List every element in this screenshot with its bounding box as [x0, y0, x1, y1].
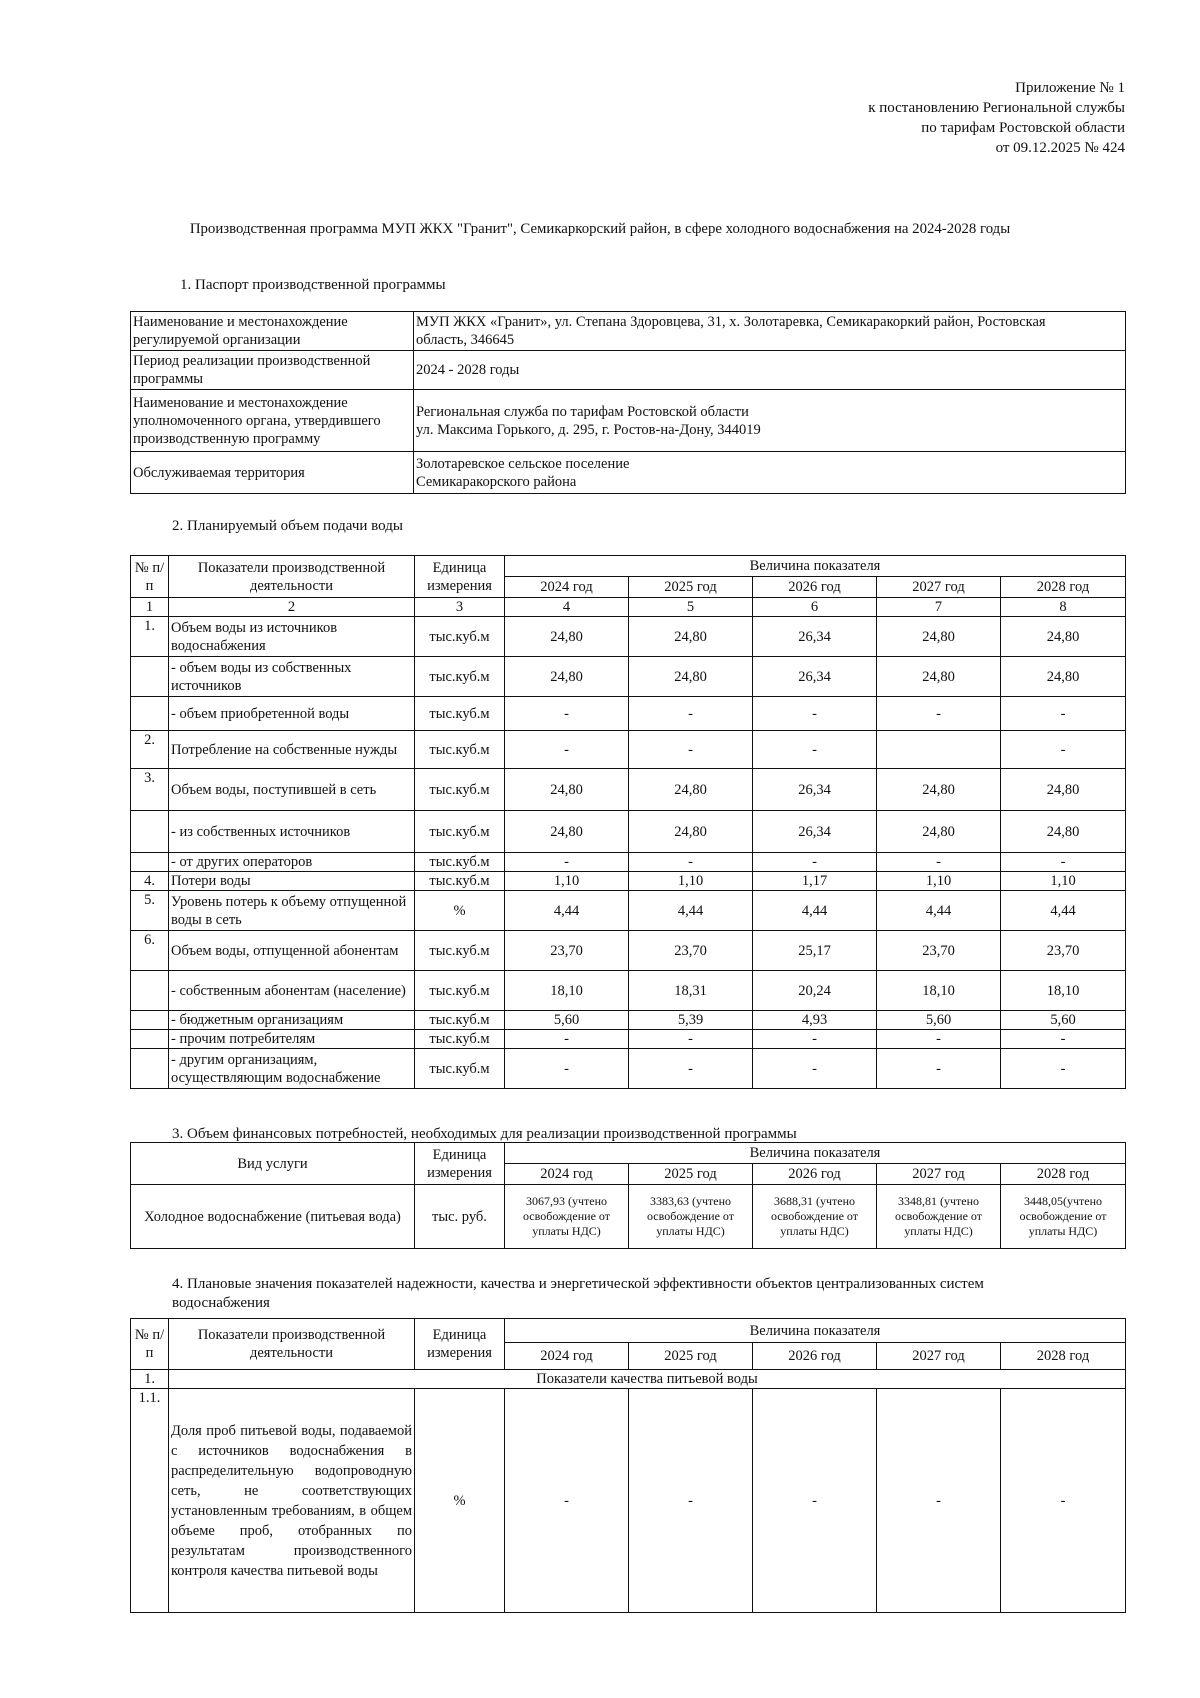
row-num	[131, 853, 169, 872]
table-row	[131, 1389, 1126, 1613]
year-2026: 2026 год	[753, 1164, 877, 1185]
row-value: -	[753, 731, 877, 769]
finance-value: 3348,81 (учтено освобождение от уплаты НДС)	[877, 1185, 1001, 1249]
row-value: -	[505, 1030, 629, 1049]
row-value: 25,17	[753, 931, 877, 971]
row-value: 4,44	[753, 891, 877, 931]
col-number: 5	[629, 598, 753, 617]
row-value: -	[753, 1389, 877, 1613]
row-indicator: Доля проб питьевой воды, подаваемой с источников водоснабжения в распределительную водопроводную сеть, не соответствующих установленным требованиям, в общем объеме проб, отобранных по результатам производственного контроля качества питьевой воды	[169, 1389, 415, 1613]
row-indicator: Потребление на собственные нужды	[169, 731, 415, 769]
row-value: 24,80	[505, 657, 629, 697]
col-number: 4	[505, 598, 629, 617]
row-value: 24,80	[505, 811, 629, 853]
table-header-row	[131, 1319, 1126, 1343]
row-num	[131, 1030, 169, 1049]
row-num: 3.	[131, 769, 169, 811]
table-row	[131, 452, 1126, 494]
row-value: 24,80	[877, 617, 1001, 657]
col-unit: Единица измерения	[415, 556, 505, 598]
row-unit: тыс.куб.м	[415, 731, 505, 769]
row-value: 26,34	[753, 657, 877, 697]
year-2025: 2025 год	[629, 1164, 753, 1185]
row-value: 5,60	[877, 1011, 1001, 1030]
table-row	[131, 1370, 1126, 1389]
row-value: 24,80	[629, 657, 753, 697]
row-unit: %	[415, 891, 505, 931]
row-unit: тыс.куб.м	[415, 811, 505, 853]
row-num	[131, 971, 169, 1011]
finance-value: 3067,93 (учтено освобождение от уплаты НДС)	[505, 1185, 629, 1249]
row-unit: тыс.куб.м	[415, 769, 505, 811]
row-value: -	[629, 731, 753, 769]
row-unit: тыс.куб.м	[415, 971, 505, 1011]
row-value: -	[505, 697, 629, 731]
table-row	[131, 312, 1126, 351]
table-row	[131, 617, 1126, 657]
row-value: -	[629, 1030, 753, 1049]
table-row	[131, 853, 1126, 872]
row-value: 26,34	[753, 769, 877, 811]
section4-heading: 4. Плановые значения показателей надежности, качества и энергетической эффективности объектов централизованных систем водоснабжения	[172, 1276, 984, 1311]
row-value: -	[753, 1030, 877, 1049]
passport-label: Период реализации производственной программы	[131, 351, 414, 390]
row-value: 1,10	[629, 872, 753, 891]
row-num	[131, 1011, 169, 1030]
row-value: -	[877, 1049, 1001, 1089]
row-value: 23,70	[877, 931, 1001, 971]
passport-value: Региональная служба по тарифам Ростовской области ул. Максима Горького, д. 295, г. Ростов-на-Дону, 344019	[414, 390, 1126, 452]
row-indicator: Объем воды, отпущенной абонентам	[169, 931, 415, 971]
row-value: 4,44	[505, 891, 629, 931]
row-value: -	[877, 1030, 1001, 1049]
row-unit: %	[415, 1389, 505, 1613]
row-value: 4,44	[629, 891, 753, 931]
table-row	[131, 971, 1126, 1011]
table-row	[131, 390, 1126, 452]
row-value: -	[629, 1389, 753, 1613]
service-unit: тыс. руб.	[415, 1185, 505, 1249]
row-value: -	[1001, 853, 1126, 872]
row-value: 5,60	[505, 1011, 629, 1030]
col-num: № п/п	[131, 1319, 169, 1370]
row-unit: тыс.куб.м	[415, 657, 505, 697]
row-unit: тыс.куб.м	[415, 1011, 505, 1030]
year-2028: 2028 год	[1001, 1343, 1126, 1370]
row-unit: тыс.куб.м	[415, 872, 505, 891]
row-unit: тыс.куб.м	[415, 1030, 505, 1049]
row-value: 4,93	[753, 1011, 877, 1030]
row-indicator: - от других операторов	[169, 853, 415, 872]
row-num	[131, 811, 169, 853]
year-2025: 2025 год	[629, 577, 753, 598]
row-num: 1.1.	[131, 1389, 169, 1613]
year-2026: 2026 год	[753, 1343, 877, 1370]
col-value: Величина показателя	[505, 1143, 1126, 1164]
row-indicator: - объем приобретенной воды	[169, 697, 415, 731]
row-value: 24,80	[1001, 769, 1126, 811]
year-2028: 2028 год	[1001, 577, 1126, 598]
row-value: -	[1001, 731, 1126, 769]
table-row	[131, 769, 1126, 811]
row-value: 24,80	[505, 617, 629, 657]
section2-heading: 2. Планируемый объем подачи воды	[172, 518, 403, 534]
row-value: 1,10	[1001, 872, 1126, 891]
row-value: 24,80	[877, 811, 1001, 853]
passport-label: Обслуживаемая территория	[131, 452, 414, 494]
col-number: 6	[753, 598, 877, 617]
row-value: 23,70	[629, 931, 753, 971]
row-indicator: - прочим потребителям	[169, 1030, 415, 1049]
service-name: Холодное водоснабжение (питьевая вода)	[131, 1185, 415, 1249]
quality-table	[130, 1318, 1126, 1613]
row-value: 24,80	[505, 769, 629, 811]
row-value: 20,24	[753, 971, 877, 1011]
header-line-2: к постановлению Региональной службы	[868, 100, 1125, 116]
document-header	[600, 78, 1125, 158]
row-value: 4,44	[877, 891, 1001, 931]
row-value: 5,39	[629, 1011, 753, 1030]
table-row	[131, 1185, 1126, 1249]
row-value: 24,80	[629, 811, 753, 853]
column-number-row	[131, 598, 1126, 617]
row-indicator: - объем воды из собственных источников	[169, 657, 415, 697]
finance-value: 3688,31 (учтено освобождение от уплаты НДС)	[753, 1185, 877, 1249]
year-2024: 2024 год	[505, 577, 629, 598]
row-indicator: Объем воды из источников водоснабжения	[169, 617, 415, 657]
row-value: -	[1001, 1049, 1126, 1089]
row-value: 1,17	[753, 872, 877, 891]
row-value: -	[505, 1389, 629, 1613]
passport-label: Наименование и местонахождение регулируемой организации	[131, 312, 414, 351]
table-header-row	[131, 1143, 1126, 1164]
passport-label: Наименование и местонахождение уполномоченного органа, утвердившего производственную программу	[131, 390, 414, 452]
financial-table	[130, 1142, 1126, 1249]
group-title: Показатели качества питьевой воды	[169, 1370, 1126, 1389]
row-num	[131, 657, 169, 697]
table-row	[131, 351, 1126, 390]
col-number: 1	[131, 598, 169, 617]
year-2028: 2028 год	[1001, 1164, 1126, 1185]
row-value: 1,10	[877, 872, 1001, 891]
year-2027: 2027 год	[877, 1343, 1001, 1370]
col-number: 3	[415, 598, 505, 617]
row-value: 26,34	[753, 811, 877, 853]
col-num: № п/п	[131, 556, 169, 598]
row-indicator: Объем воды, поступившей в сеть	[169, 769, 415, 811]
col-value: Величина показателя	[505, 556, 1126, 577]
row-num: 1.	[131, 617, 169, 657]
row-value: 23,70	[1001, 931, 1126, 971]
row-value: -	[505, 731, 629, 769]
row-value: -	[629, 1049, 753, 1089]
passport-value: МУП ЖКХ «Гранит», ул. Степана Здоровцева, 31, х. Золотаревка, Семикаракоркий район, Ростовская область, 346645	[414, 312, 1126, 351]
col-number: 8	[1001, 598, 1126, 617]
row-value: -	[753, 853, 877, 872]
row-value: 1,10	[505, 872, 629, 891]
row-value: 24,80	[1001, 811, 1126, 853]
table-row	[131, 891, 1126, 931]
table-row	[131, 697, 1126, 731]
table-row	[131, 811, 1126, 853]
row-value: -	[877, 1389, 1001, 1613]
row-value: -	[753, 1049, 877, 1089]
header-line-3: по тарифам Ростовской области	[921, 120, 1125, 136]
row-unit: тыс.куб.м	[415, 697, 505, 731]
table-row	[131, 931, 1126, 971]
row-indicator: - бюджетным организациям	[169, 1011, 415, 1030]
row-num: 4.	[131, 872, 169, 891]
col-service: Вид услуги	[131, 1143, 415, 1185]
row-value: 24,80	[629, 769, 753, 811]
year-2027: 2027 год	[877, 1164, 1001, 1185]
row-num	[131, 697, 169, 731]
row-num	[131, 1049, 169, 1089]
row-value: -	[877, 853, 1001, 872]
table-row	[131, 872, 1126, 891]
row-value: 4,44	[1001, 891, 1126, 931]
row-value: -	[1001, 697, 1126, 731]
row-value: 24,80	[877, 657, 1001, 697]
col-unit: Единица измерения	[415, 1319, 505, 1370]
row-value: 26,34	[753, 617, 877, 657]
row-indicator: - из собственных источников	[169, 811, 415, 853]
document-title: Производственная программа МУП ЖКХ "Гранит", Семикаркорский район, в сфере холодного водоснабжения на 2024-2028 годы	[189, 221, 1011, 237]
finance-value: 3448,05(учтено освобождение от уплаты НДС)	[1001, 1185, 1126, 1249]
year-2026: 2026 год	[753, 577, 877, 598]
passport-value: 2024 - 2028 годы	[414, 351, 1126, 390]
row-value: 24,80	[877, 769, 1001, 811]
row-value: 5,60	[1001, 1011, 1126, 1030]
year-2027: 2027 год	[877, 577, 1001, 598]
row-value: -	[1001, 1030, 1126, 1049]
table-row	[131, 1049, 1126, 1089]
row-value: 24,80	[1001, 617, 1126, 657]
row-unit: тыс.куб.м	[415, 853, 505, 872]
finance-value: 3383,63 (учтено освобождение от уплаты НДС)	[629, 1185, 753, 1249]
row-unit: тыс.куб.м	[415, 931, 505, 971]
row-indicator: - собственным абонентам (население)	[169, 971, 415, 1011]
row-value	[877, 731, 1001, 769]
row-value: -	[629, 697, 753, 731]
row-value: -	[505, 853, 629, 872]
row-value: 18,10	[1001, 971, 1126, 1011]
table-row	[131, 1011, 1126, 1030]
section3-heading: 3. Объем финансовых потребностей, необходимых для реализации производственной программы	[172, 1126, 797, 1142]
table-row	[131, 657, 1126, 697]
group-num: 1.	[131, 1370, 169, 1389]
col-indicator: Показатели производственной деятельности	[169, 556, 415, 598]
row-value: -	[1001, 1389, 1126, 1613]
col-value: Величина показателя	[505, 1319, 1126, 1343]
row-value: -	[505, 1049, 629, 1089]
row-unit: тыс.куб.м	[415, 617, 505, 657]
header-line-4: от 09.12.2025 № 424	[995, 140, 1125, 156]
row-value: -	[877, 697, 1001, 731]
row-num: 5.	[131, 891, 169, 931]
table-row	[131, 1030, 1126, 1049]
year-2024: 2024 год	[505, 1343, 629, 1370]
col-number: 7	[877, 598, 1001, 617]
year-2025: 2025 год	[629, 1343, 753, 1370]
year-2024: 2024 год	[505, 1164, 629, 1185]
section1-heading: 1. Паспорт производственной программы	[180, 277, 446, 293]
row-num: 6.	[131, 931, 169, 971]
col-indicator: Показатели производственной деятельности	[169, 1319, 415, 1370]
row-value: 18,10	[877, 971, 1001, 1011]
row-num: 2.	[131, 731, 169, 769]
table-row	[131, 731, 1126, 769]
row-unit: тыс.куб.м	[415, 1049, 505, 1089]
row-value: 24,80	[1001, 657, 1126, 697]
row-indicator: Уровень потерь к объему отпущенной воды в сеть	[169, 891, 415, 931]
table-header-row	[131, 556, 1126, 577]
row-value: 24,80	[629, 617, 753, 657]
water-volume-table	[130, 555, 1126, 1089]
passport-value: Золотаревское сельское поселение Семикаракорского района	[414, 452, 1126, 494]
col-unit: Единица измерения	[415, 1143, 505, 1185]
passport-table	[130, 311, 1126, 494]
col-number: 2	[169, 598, 415, 617]
row-indicator: - другим организациям, осуществляющим водоснабжение	[169, 1049, 415, 1089]
row-value: 18,10	[505, 971, 629, 1011]
row-value: -	[629, 853, 753, 872]
row-value: -	[753, 697, 877, 731]
row-value: 18,31	[629, 971, 753, 1011]
row-indicator: Потери воды	[169, 872, 415, 891]
row-value: 23,70	[505, 931, 629, 971]
header-line-1: Приложение № 1	[1015, 80, 1125, 96]
